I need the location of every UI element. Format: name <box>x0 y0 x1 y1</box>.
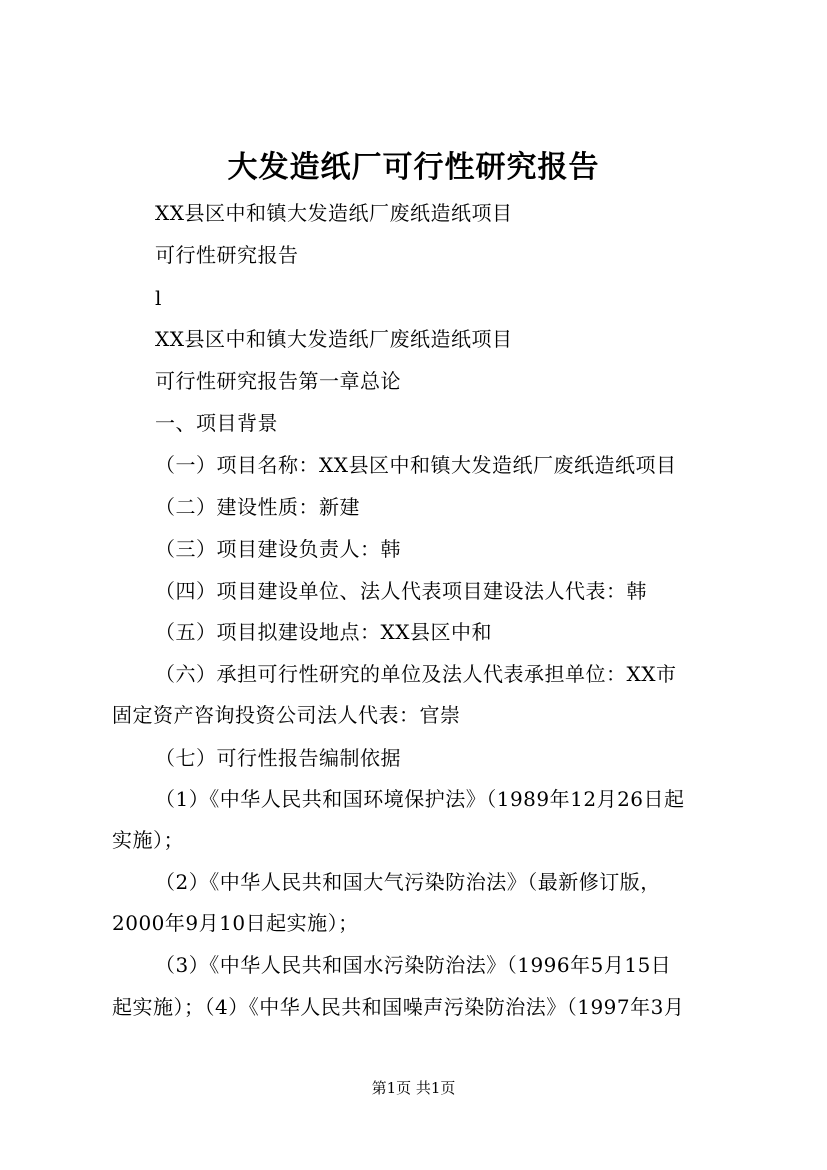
document-title: 大发造纸厂可行性研究报告 <box>227 150 600 185</box>
basis-item-3: （3）《中华人民共和国水污染防治法》（1996年5月15日 <box>155 953 672 977</box>
basis-item-2-continued: 2000年9月10日起实施）； <box>112 911 359 935</box>
basis-item-2: （2）《中华人民共和国大气污染防治法》（最新修订版， <box>155 870 661 894</box>
section-heading: 一、项目背景 <box>155 411 278 435</box>
text-line-page-mark: l <box>155 286 162 310</box>
text-line-project-name-repeat: XX县区中和镇大发造纸厂废纸造纸项目 <box>155 327 513 351</box>
item-research-unit-continued: 固定资产咨询投资公司法人代表：官崇 <box>112 703 461 727</box>
text-line-report-label: 可行性研究报告 <box>155 243 299 267</box>
item-site-location: （五）项目拟建设地点：XX县区中和 <box>155 620 492 644</box>
item-project-name: （一）项目名称：XX县区中和镇大发造纸厂废纸造纸项目 <box>155 453 677 477</box>
chapter-heading: 可行性研究报告第一章总论 <box>155 369 401 393</box>
basis-item-1: （1）《中华人民共和国环境保护法》（1989年12月26日起 <box>155 787 685 811</box>
item-project-leader: （三）项目建设负责人：韩 <box>155 537 401 561</box>
item-basis-heading: （七）可行性报告编制依据 <box>155 746 401 770</box>
page-footer: 第1页 共1页 <box>371 1079 456 1097</box>
text-line-project-name: XX县区中和镇大发造纸厂废纸造纸项目 <box>155 201 513 225</box>
item-construction-type: （二）建设性质：新建 <box>155 495 360 519</box>
basis-item-3-continued: 起实施）；（4）《中华人民共和国噪声污染防治法》（1997年3月 <box>112 995 685 1019</box>
item-legal-representative: （四）项目建设单位、法人代表项目建设法人代表：韩 <box>155 579 647 603</box>
basis-item-1-continued: 实施）； <box>112 828 184 852</box>
item-research-unit: （六）承担可行性研究的单位及法人代表承担单位：XX市 <box>155 662 677 686</box>
